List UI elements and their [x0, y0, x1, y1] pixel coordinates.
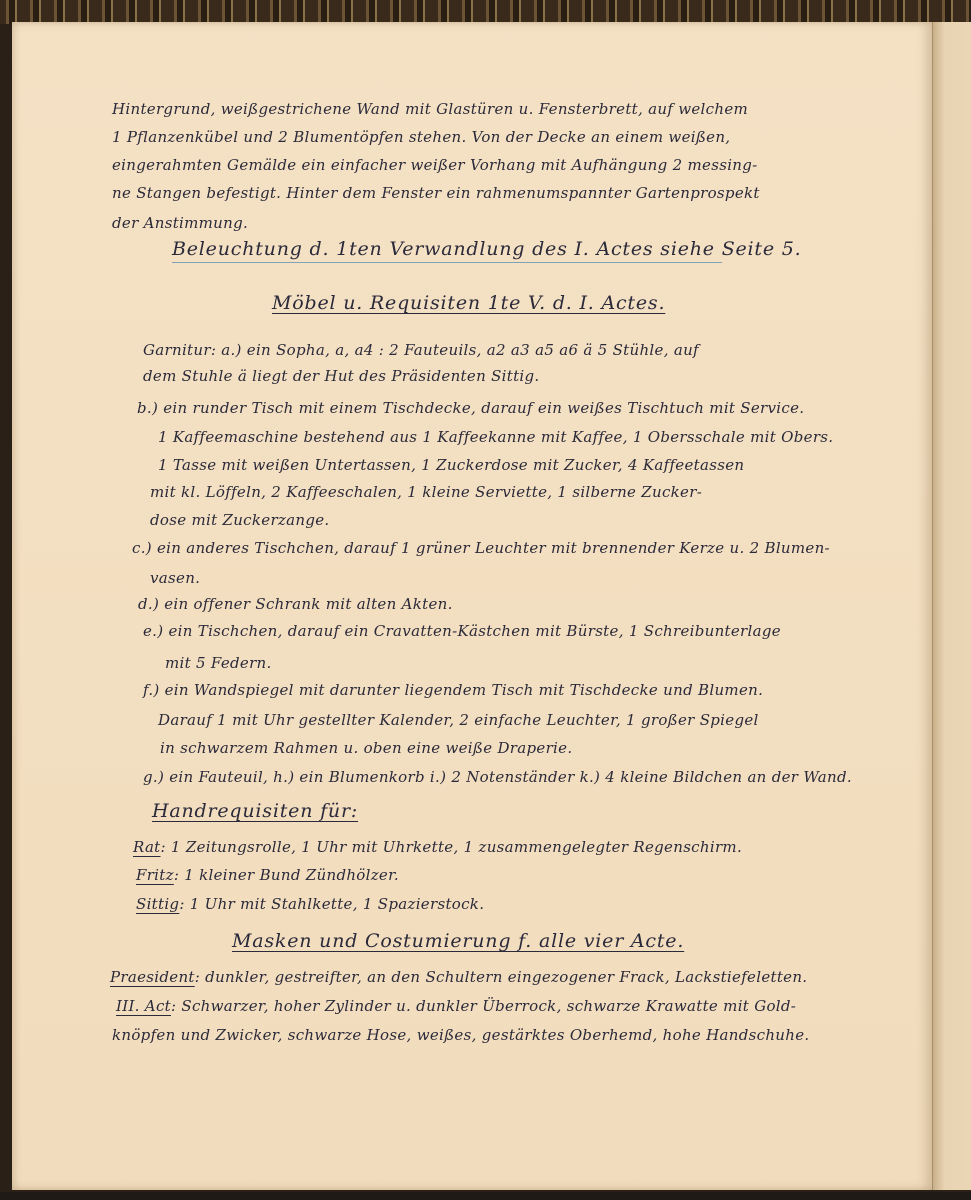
furniture-line-4: 1 Kaffeemaschine bestehend aus 1 Kaffeekanne mit Kaffee, 1 Obersschale mit Obers. — [158, 428, 834, 446]
furniture-line-9: vasen. — [150, 569, 201, 587]
costume-president-text: : dunkler, gestreifter, an den Schultern eingezogener Frack, Lackstiefeletten. — [194, 968, 808, 986]
intro-line-3: eingerahmten Gemälde ein einfacher weißer Vorhang mit Aufhängung 2 messing- — [112, 156, 758, 174]
costume-act3-text: : Schwarzer, hoher Zylinder u. dunkler Überrock, schwarze Krawatte mit Gold- — [170, 997, 797, 1015]
furniture-line-16: g.) ein Fauteuil, h.) ein Blumenkorb i.) 2 Notenständer k.) 4 kleine Bildchen an der Wand. — [143, 768, 852, 786]
costume-heading: Masken und Costumierung f. alle vier Acte. — [232, 930, 685, 952]
costume-president-line — [110, 970, 807, 985]
costume-act3-continuation: knöpfen und Zwicker, schwarze Hose, weißes, gestärktes Oberhemd, hohe Handschuhe. — [112, 1026, 810, 1044]
furniture-line-8: c.) ein anderes Tischchen, darauf 1 grüner Leuchter mit brennender Kerze u. 2 Blumen- — [132, 539, 830, 557]
hand-prop-sittig — [136, 897, 484, 912]
hand-prop-fritz — [136, 868, 399, 883]
furniture-line-2: dem Stuhle ä liegt der Hut des Präsidenten Sittig. — [143, 367, 540, 385]
intro-line-5: der Anstimmung. — [112, 214, 249, 232]
lighting-note-underline — [172, 262, 722, 263]
furniture-line-10: d.) ein offener Schrank mit alten Akten. — [138, 595, 453, 613]
hand-prop-name: Fritz — [136, 866, 174, 884]
book-binding-top — [0, 0, 971, 24]
hand-props-heading: Handrequisiten für: — [152, 800, 359, 822]
hand-prop-text: : 1 kleiner Bund Zündhölzer. — [173, 866, 400, 884]
furniture-line-12: mit 5 Federn. — [165, 654, 272, 672]
furniture-line-11: e.) ein Tischchen, darauf ein Cravatten-Kästchen mit Bürste, 1 Schreibunterlage — [143, 622, 781, 640]
hand-prop-text: : 1 Zeitungsrolle, 1 Uhr mit Uhrkette, 1 zusammengelegter Regenschirm. — [160, 838, 743, 856]
hand-prop-text: : 1 Uhr mit Stahlkette, 1 Spazierstock. — [179, 895, 485, 913]
furniture-line-6: mit kl. Löffeln, 2 Kaffeeschalen, 1 kleine Serviette, 1 silberne Zucker- — [150, 483, 703, 501]
costume-act3-line — [116, 999, 796, 1014]
hand-prop-name: Sittig — [136, 895, 180, 913]
intro-line-4: ne Stangen befestigt. Hinter dem Fenster ein rahmenumspannter Gartenprospekt — [112, 184, 760, 202]
furniture-line-5: 1 Tasse mit weißen Untertassen, 1 Zuckerdose mit Zucker, 4 Kaffeetassen — [158, 456, 745, 474]
furniture-line-7: dose mit Zuckerzange. — [150, 511, 330, 529]
intro-line-1: Hintergrund, weißgestrichene Wand mit Glastüren u. Fensterbrett, auf welchem — [112, 100, 749, 118]
act-label-iii: III. Act — [116, 997, 171, 1015]
furniture-line-3: b.) ein runder Tisch mit einem Tischdecke, darauf ein weißes Tischtuch mit Service. — [137, 399, 805, 417]
furniture-line-1: Garnitur: a.) ein Sopha, a, a4 : 2 Fauteuils, a2 a3 a5 a6 ä 5 Stühle, auf — [143, 341, 699, 359]
hand-prop-rat — [133, 840, 742, 855]
furniture-line-14: Darauf 1 mit Uhr gestellter Kalender, 2 einfache Leuchter, 1 großer Spiegel — [158, 711, 759, 729]
book-binding-bottom — [0, 1192, 971, 1200]
intro-line-2: 1 Pflanzenkübel und 2 Blumentöpfen stehen. Von der Decke an einem weißen, — [112, 128, 731, 146]
hand-prop-name: Rat — [133, 838, 161, 856]
adjacent-page-edge — [932, 22, 971, 1190]
character-name-president: Praesident — [110, 968, 195, 986]
furniture-line-15: in schwarzem Rahmen u. oben eine weiße Draperie. — [160, 739, 573, 757]
furniture-line-13: f.) ein Wandspiegel mit darunter liegendem Tisch mit Tischdecke und Blumen. — [143, 681, 764, 699]
furniture-heading: Möbel u. Requisiten 1te V. d. I. Actes. — [272, 292, 666, 314]
lighting-note: Beleuchtung d. 1ten Verwandlung des I. Actes siehe Seite 5. — [172, 238, 802, 260]
